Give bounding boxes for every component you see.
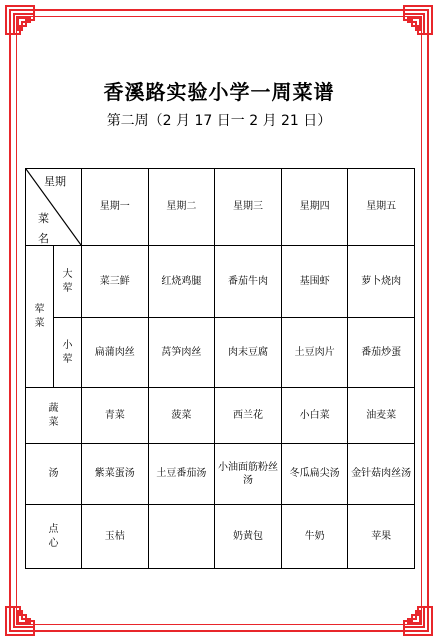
corner-header-cell [26, 169, 82, 246]
day-header-thu: 星期四 [281, 169, 348, 246]
menu-cell: 紫菜蛋汤 [82, 444, 149, 505]
menu-cell: 番茄牛肉 [215, 246, 282, 318]
header-row [26, 169, 415, 246]
menu-cell: 小油面筋粉丝汤 [215, 444, 282, 505]
menu-cell: 土豆番茄汤 [148, 444, 215, 505]
corner-label-weekday: 星期 [44, 175, 66, 188]
small-meat-label [54, 318, 82, 388]
menu-cell: 肉末豆腐 [215, 318, 282, 388]
small-meat-label-2: 荤 [62, 353, 73, 365]
meat-group-label-2: 菜 [34, 317, 45, 329]
page-title: 香溪路实验小学一周菜谱 [103, 80, 335, 104]
vegetable-label-2: 菜 [48, 416, 59, 428]
corner-ornament-icon [4, 593, 48, 637]
menu-cell: 土豆肉片 [281, 318, 348, 388]
menu-cell: 番茄炒蛋 [348, 318, 415, 388]
menu-cell: 红烧鸡腿 [148, 246, 215, 318]
corner-ornament-icon [390, 4, 434, 48]
snack-label [26, 505, 82, 569]
weekly-menu-table [25, 168, 415, 569]
corner-label-dish-2: 名 [38, 232, 49, 245]
table-row [26, 505, 415, 569]
table-row [26, 318, 415, 388]
menu-cell: 金针菇肉丝汤 [348, 444, 415, 505]
vegetable-label-1: 蔬 [48, 403, 59, 414]
menu-cell: 牛奶 [281, 505, 348, 569]
page-subtitle: 第二周（2 月 17 日一 2 月 21 日） [106, 113, 332, 129]
menu-cell: 菜三鲜 [82, 246, 149, 318]
big-meat-label-1: 大 [62, 269, 73, 280]
meat-group-label [26, 246, 54, 388]
snack-label-1: 点 [48, 524, 59, 535]
menu-cell: 萝卜烧肉 [348, 246, 415, 318]
menu-cell: 油麦菜 [348, 388, 415, 444]
soup-label: 汤 [26, 444, 82, 505]
menu-cell [148, 505, 215, 569]
menu-cell: 奶黄包 [215, 505, 282, 569]
menu-cell: 扁蒲肉丝 [82, 318, 149, 388]
corner-label-dish [38, 209, 68, 249]
meat-group-label-1: 荤 [34, 304, 45, 315]
day-header-wed: 星期三 [215, 169, 282, 246]
menu-cell: 基围虾 [281, 246, 348, 318]
menu-cell: 小白菜 [281, 388, 348, 444]
menu-cell: 苹果 [348, 505, 415, 569]
snack-label-2: 心 [48, 537, 59, 549]
table-row [26, 388, 415, 444]
menu-cell: 冬瓜扁尖汤 [281, 444, 348, 505]
menu-cell: 西兰花 [215, 388, 282, 444]
table-row [26, 246, 415, 318]
day-header-tue: 星期二 [148, 169, 215, 246]
corner-ornament-icon [4, 4, 48, 48]
day-header-fri: 星期五 [348, 169, 415, 246]
corner-label-dish-1: 菜 [38, 212, 49, 225]
day-header-mon: 星期一 [82, 169, 149, 246]
corner-ornament-icon [390, 593, 434, 637]
menu-cell: 菠菜 [148, 388, 215, 444]
menu-cell: 青菜 [82, 388, 149, 444]
table-row [26, 444, 415, 505]
big-meat-label-2: 荤 [62, 282, 73, 294]
vegetable-label [26, 388, 82, 444]
big-meat-label [54, 246, 82, 318]
small-meat-label-1: 小 [62, 340, 73, 351]
menu-cell: 玉桔 [82, 505, 149, 569]
menu-cell: 莴笋肉丝 [148, 318, 215, 388]
